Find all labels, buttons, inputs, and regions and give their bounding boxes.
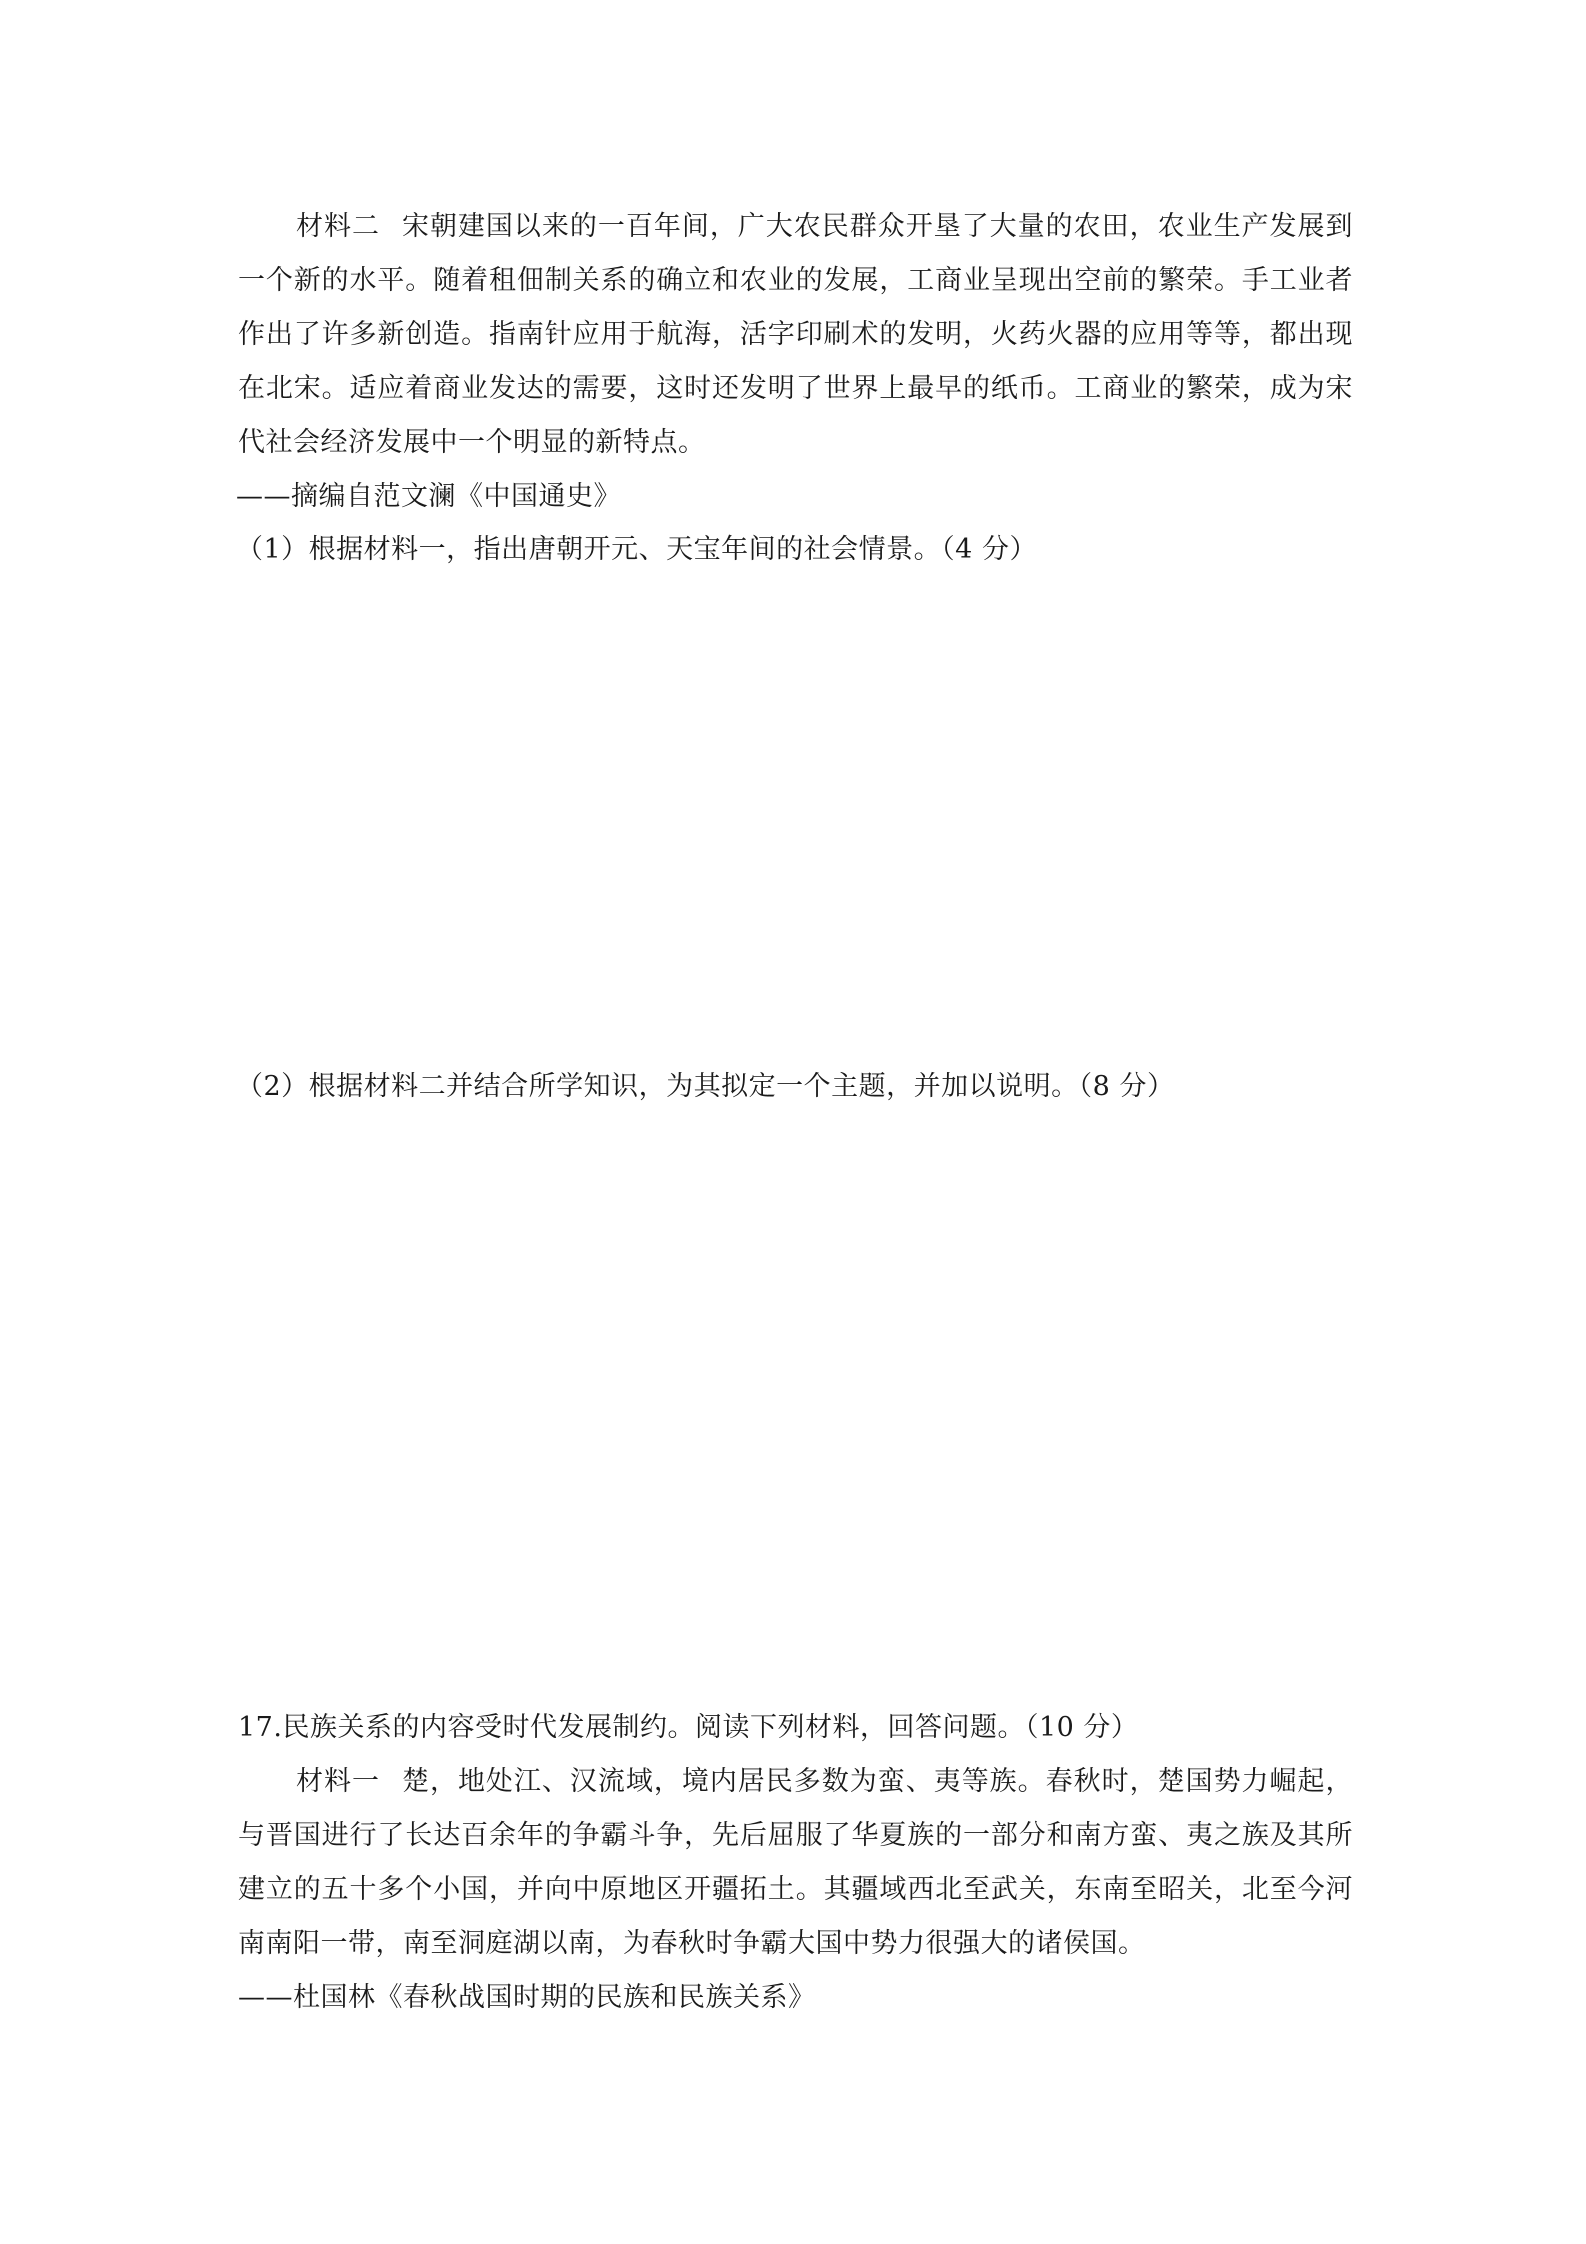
question-2-block <box>236 1060 1351 1114</box>
material-two-source: ——摘编自范文澜《中国通史》 <box>236 481 621 512</box>
material-one-text: 楚，地处江、汉流域，境内居民多数为蛮、夷等族。春秋时，楚国势力崛起，与晋国进行了长达百余年的争霸斗争，先后屈服了华夏族的一部分和南方蛮、夷之族及其所建立的五十多个小国，并向中原地区开疆拓土。其疆域西北至武关，东南至昭关，北至今河南南阳一带，南至洞庭湖以南，为春秋时争霸大国中势力很强大的诸侯国。 <box>238 1766 1354 1959</box>
material-two-label: 材料二 <box>296 211 380 242</box>
question-1-text: （1）根据材料一，指出唐朝开元、天宝年间的社会情景。（4 分） <box>236 534 1037 565</box>
material-one-paragraph <box>238 1755 1353 1971</box>
material-two-text: 宋朝建国以来的一百年间，广大农民群众开垦了大量的农田，农业生产发展到一个新的水平。随着租佃制关系的确立和农业的发展，工商业呈现出空前的繁荣。手工业者作出了许多新创造。指南针应用于航海，活字印刷术的发明，火药火器的应用等等，都出现在北宋。适应着商业发达的需要，这时还发明了世界上最早的纸币。工商业的繁荣，成为宋代社会经济发展中一个明显的新特点。 <box>238 211 1354 458</box>
material-one-label: 材料一 <box>296 1766 380 1797</box>
question-2-text: （2）根据材料二并结合所学知识，为其拟定一个主题，并加以说明。（8 分） <box>236 1071 1175 1102</box>
question-1-block <box>236 523 1351 577</box>
question-17-title: 17.民族关系的内容受时代发展制约。阅读下列材料，回答问题。（10 分） <box>238 1712 1139 1743</box>
material-one-source: ——杜国林《春秋战国时期的民族和民族关系》 <box>238 1982 816 2013</box>
material-two-paragraph <box>238 200 1353 470</box>
question-17-block <box>238 1701 1353 2025</box>
material-two-block <box>238 200 1353 524</box>
